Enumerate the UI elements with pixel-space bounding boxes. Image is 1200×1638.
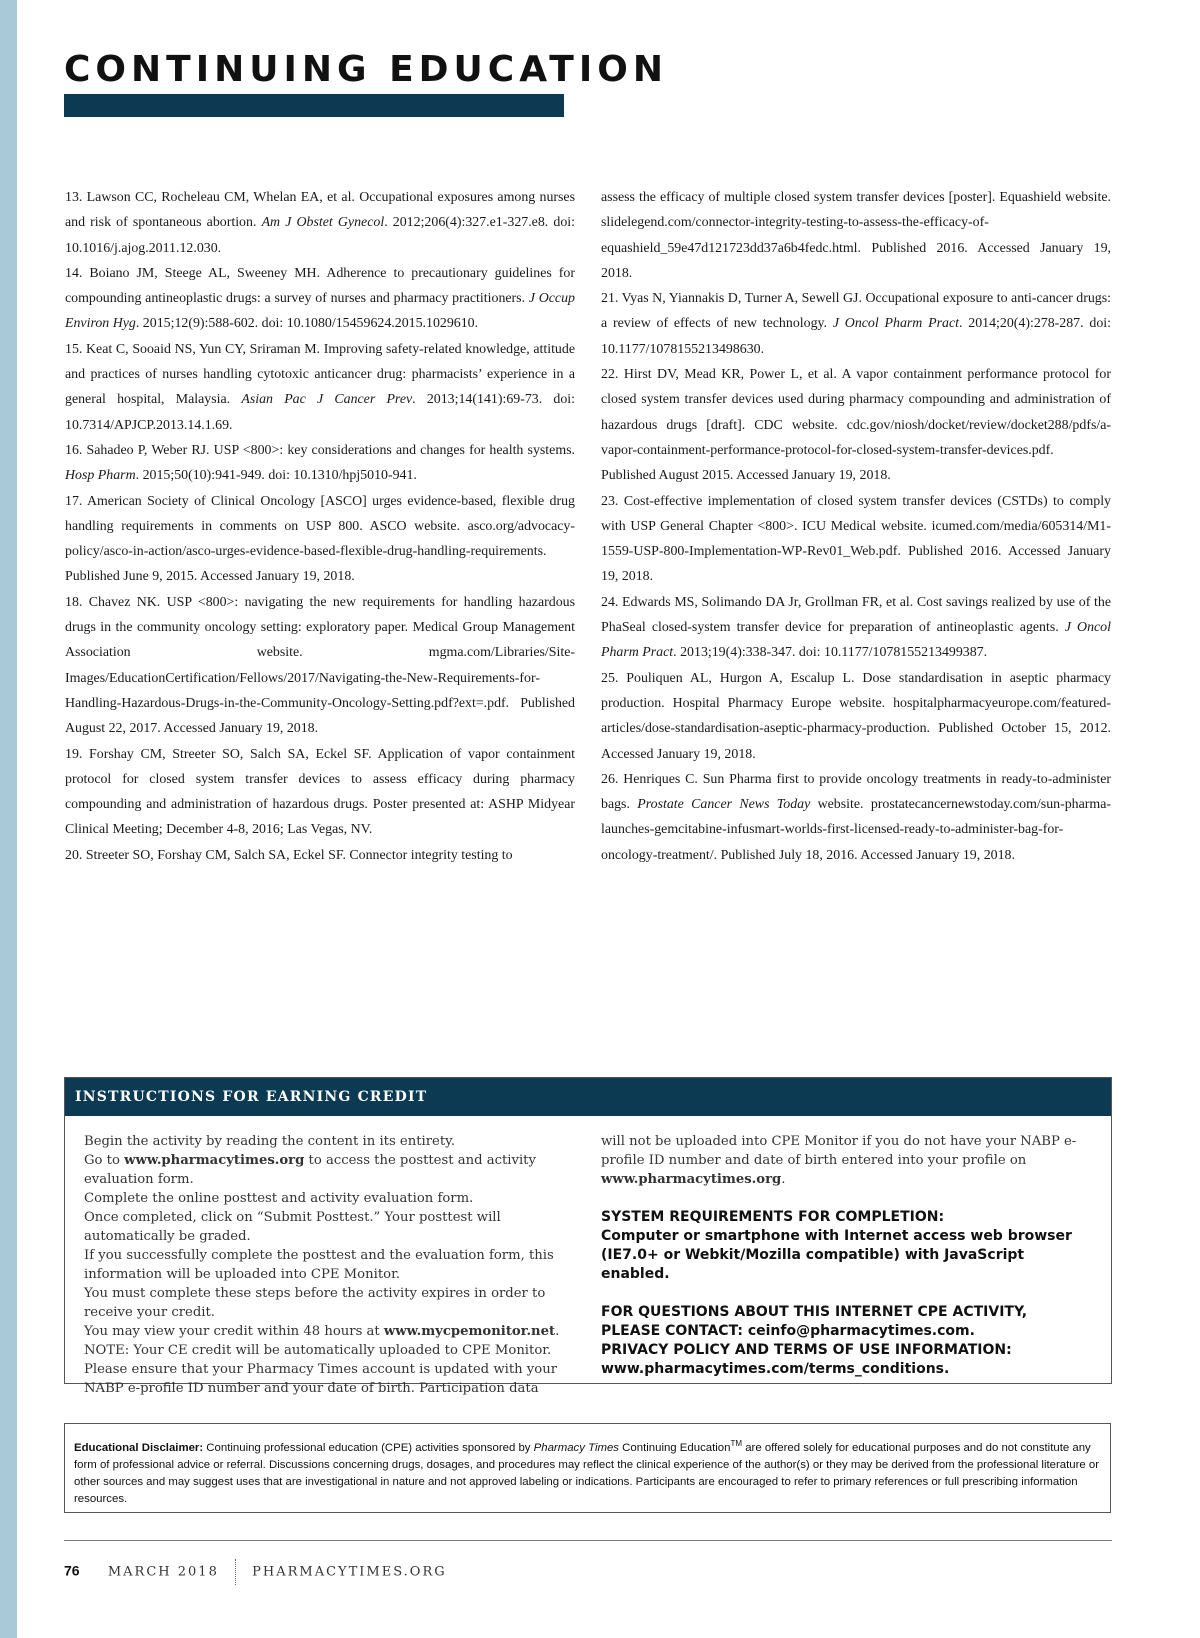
reference-item: 22. Hirst DV, Mead KR, Power L, et al. A vapor containment performance protocol for closed system transfer devices used during pharmacy compounding and administration of hazardous drugs [draft]. CDC website. cdc.gov/niosh/docket/review/docket288/pdfs/a-vapor-containment-performance-protocol-for-closed-system-transfer-devices.pdf. Published August 2015. Accessed January 19, 2018. [601, 367, 1111, 484]
footer-separator [235, 1559, 236, 1585]
disclaimer-label: Educational Disclaimer: [74, 1441, 204, 1454]
privacy-policy: PRIVACY POLICY AND TERMS OF USE INFORMATION: www.pharmacytimes.com/terms_conditions. [601, 1342, 1012, 1377]
mycpemonitor-link[interactable]: www.mycpemonitor.net [383, 1324, 556, 1339]
instruction-step: Complete the online posttest and activity evaluation form. [84, 1191, 474, 1206]
references-right-column [601, 185, 1111, 868]
reference-item: 16. Sahadeo P, Weber RJ. USP <800>: key considerations and changes for health systems. Hosp Pharm. 2015;50(10):941-949. doi: 10.1310/hpj5010-941. [65, 442, 575, 484]
credit-instructions-left [84, 1132, 564, 1398]
site-name: PHARMACYTIMES.ORG [252, 1564, 447, 1580]
page-footer [64, 1559, 447, 1585]
page-number: 76 [64, 1562, 80, 1579]
questions-contact: FOR QUESTIONS ABOUT THIS INTERNET CPE ACTIVITY, PLEASE CONTACT: ceinfo@pharmacytimes.com. [601, 1304, 1028, 1339]
instruction-step: Once completed, click on “Submit Posttest.” Your posttest will automatically be graded. [84, 1210, 501, 1244]
side-accent-bar [0, 0, 17, 1638]
title-underline-bar [64, 94, 564, 117]
references-left-column [65, 185, 575, 868]
reference-item: 25. Pouliquen AL, Hurgon A, Escalup L. Dose standardisation in aseptic pharmacy production. Hospital Pharmacy Europe website. hospitalpharmacyeurope.com/featured-articles/dose-standardisation-aseptic-pharmacy-production. Published October 15, 2012. Accessed January 19, 2018. [601, 670, 1111, 762]
journal-title: J Occup Environ Hyg [65, 291, 575, 332]
journal-title: Asian Pac J Cancer Prev [241, 392, 413, 408]
reference-item: 13. Lawson CC, Rocheleau CM, Whelan EA, et al. Occupational exposures among nurses and risk of spontaneous abortion. Am J Obstet Gynecol. 2012;206(4):327.e1-327.e8. doi: 10.1016/j.ajog.2011.12.030. [65, 190, 575, 256]
instruction-step: Begin the activity by reading the content in its entirety. [84, 1134, 456, 1149]
pharmacytimes-profile-link[interactable]: www.pharmacytimes.org [601, 1172, 782, 1187]
instruction-step: You must complete these steps before the activity expires in order to receive your credit. [84, 1286, 546, 1320]
journal-title: Am J Obstet Gynecol [261, 215, 385, 231]
reference-item: 18. Chavez NK. USP <800>: navigating the new requirements for handling hazardous drugs in the community oncology setting: exploratory paper. Medical Group Management Association website. mgma.com/Libraries/Site-Images/EducationCertification/Fellows/2017/Navigating-the-New-Requirements-for-Handling-Hazardous-Drugs-in-the-Community-Oncology-Setting.pdf?ext=.pdf. Published August 22, 2017. Accessed January 19, 2018. [65, 594, 575, 737]
journal-title: Hosp Pharm [65, 468, 136, 484]
pharmacytimes-link[interactable]: www.pharmacytimes.org [124, 1153, 305, 1168]
issue-date: MARCH 2018 [107, 1564, 219, 1580]
reference-item: 19. Forshay CM, Streeter SO, Salch SA, Eckel SF. Application of vapor containment protocol for closed system transfer devices to assess efficacy during pharmacy compounding and administration of hazardous drugs. Poster presented at: ASHP Midyear Clinical Meeting; December 4-8, 2016; Las Vegas, NV. [65, 746, 575, 838]
credit-instructions-heading: INSTRUCTIONS FOR EARNING CREDIT [65, 1078, 1111, 1116]
brand-name: Pharmacy Times [533, 1441, 620, 1454]
system-requirements-text: Computer or smartphone with Internet access web browser (IE7.0+ or Webkit/Mozilla compatible) with JavaScript enabled. [601, 1228, 1072, 1282]
reference-item: 15. Keat C, Sooaid NS, Yun CY, Sriraman M. Improving safety-related knowledge, attitude and practices of nurses handling cytotoxic anticancer drug: pharmacists’ experience in a general hospital, Malaysia. Asian Pac J Cancer Prev. 2013;14(141):69-73. doi: 10.7314/APJCP.2013.14.1.69. [65, 341, 576, 433]
credit-instructions-right [601, 1132, 1091, 1379]
journal-title: J Oncol Pharm Pract [832, 316, 959, 332]
reference-item: 26. Henriques C. Sun Pharma first to provide oncology treatments in ready-to-administer bags. Prostate Cancer News Today website. prostatecancernewstoday.com/sun-pharma-launches-gemcitabine-infusmart-worlds-first-licensed-ready-to-administer-bag-for-oncology-treatment/. Published July 18, 2016. Accessed January 19, 2018. [601, 771, 1111, 863]
instruction-step: If you successfully complete the posttest and the evaluation form, this information will be uploaded into CPE Monitor. [84, 1248, 554, 1282]
reference-item: assess the efficacy of multiple closed system transfer devices [poster]. Equashield website. slidelegend.com/connector-integrity-testing-to-assess-the-efficacy-of-equashield_59e47d121723dd37a6b4fedc.html. Published 2016. Accessed January 19, 2018. [601, 190, 1111, 281]
section-title: CONTINUING EDUCATION [64, 49, 668, 90]
trademark-mark: TM [730, 1439, 743, 1448]
instruction-step: Go to www.pharmacytimes.org to access the posttest and activity evaluation form. [84, 1153, 536, 1187]
educational-disclaimer: Educational Disclaimer: Continuing professional education (CPE) activities sponsored by Pharmacy Times Continuing Education™ are offered solely for educational purposes and do not constitute any form of professional advice or referral. Discussions concerning drugs, dosages, and procedures may reflect the clinical experience of the author(s) or they may be derived from the professional literature or other sources and may suggest uses that are investigational in nature and not approved labeling or indications. Participants are encouraged to refer to primary references or full prescribing information resources. [64, 1423, 1111, 1513]
system-requirements-heading: SYSTEM REQUIREMENTS FOR COMPLETION: [601, 1209, 945, 1225]
journal-title: J Oncol Pharm Pract [601, 620, 1111, 661]
reference-item: 24. Edwards MS, Solimando DA Jr, Grollman FR, et al. Cost savings realized by use of the PhaSeal closed-system transfer device for preparation of antineoplastic agents. J Oncol Pharm Pract. 2013;19(4):338-347. doi: 10.1177/1078155213499387. [601, 594, 1111, 661]
journal-title: Prostate Cancer News Today [637, 797, 811, 813]
credit-instructions-box [64, 1077, 1112, 1396]
footer-divider [64, 1540, 1112, 1541]
reference-item: 21. Vyas N, Yiannakis D, Turner A, Sewell GJ. Occupational exposure to anti-cancer drugs: a review of effects of new technology. J Oncol Pharm Pract. 2014;20(4):278-287. doi: 10.1177/1078155213498630. [601, 291, 1112, 357]
reference-item: 17. American Society of Clinical Oncology [ASCO] urges evidence-based, flexible drug handling requirements in comments on USP 800. ASCO website. asco.org/advocacy-policy/asco-in-action/asco-urges-evidence-based-flexible-drug-handling-requirements. Published June 9, 2015. Accessed January 19, 2018. [65, 493, 575, 585]
instruction-step: You may view your credit within 48 hours at www.mycpemonitor.net. [84, 1324, 560, 1339]
instruction-note: NOTE: Your CE credit will be automatically uploaded to CPE Monitor. Please ensure that your Pharmacy Times account is updated with your NABP e-profile ID number and your date of birth. Participation data [84, 1343, 557, 1396]
reference-item: 20. Streeter SO, Forshay CM, Salch SA, Eckel SF. Connector integrity testing to [65, 847, 513, 863]
instruction-note-cont: will not be uploaded into CPE Monitor if you do not have your NABP e-profile ID number and date of birth entered into your profile on www.pharmacytimes.org. [601, 1134, 1077, 1187]
reference-item: 23. Cost-effective implementation of closed system transfer devices (CSTDs) to comply with USP General Chapter <800>. ICU Medical website. icumed.com/media/605314/M1-1559-USP-800-Implementation-WP-Rev01_Web.pdf. Published 2016. Accessed January 19, 2018. [601, 493, 1111, 585]
reference-item: 14. Boiano JM, Steege AL, Sweeney MH. Adherence to precautionary guidelines for compounding antineoplastic drugs: a survey of nurses and pharmacy practitioners. J Occup Environ Hyg. 2015;12(9):588-602. doi: 10.1080/15459624.2015.1029610. [65, 265, 575, 332]
